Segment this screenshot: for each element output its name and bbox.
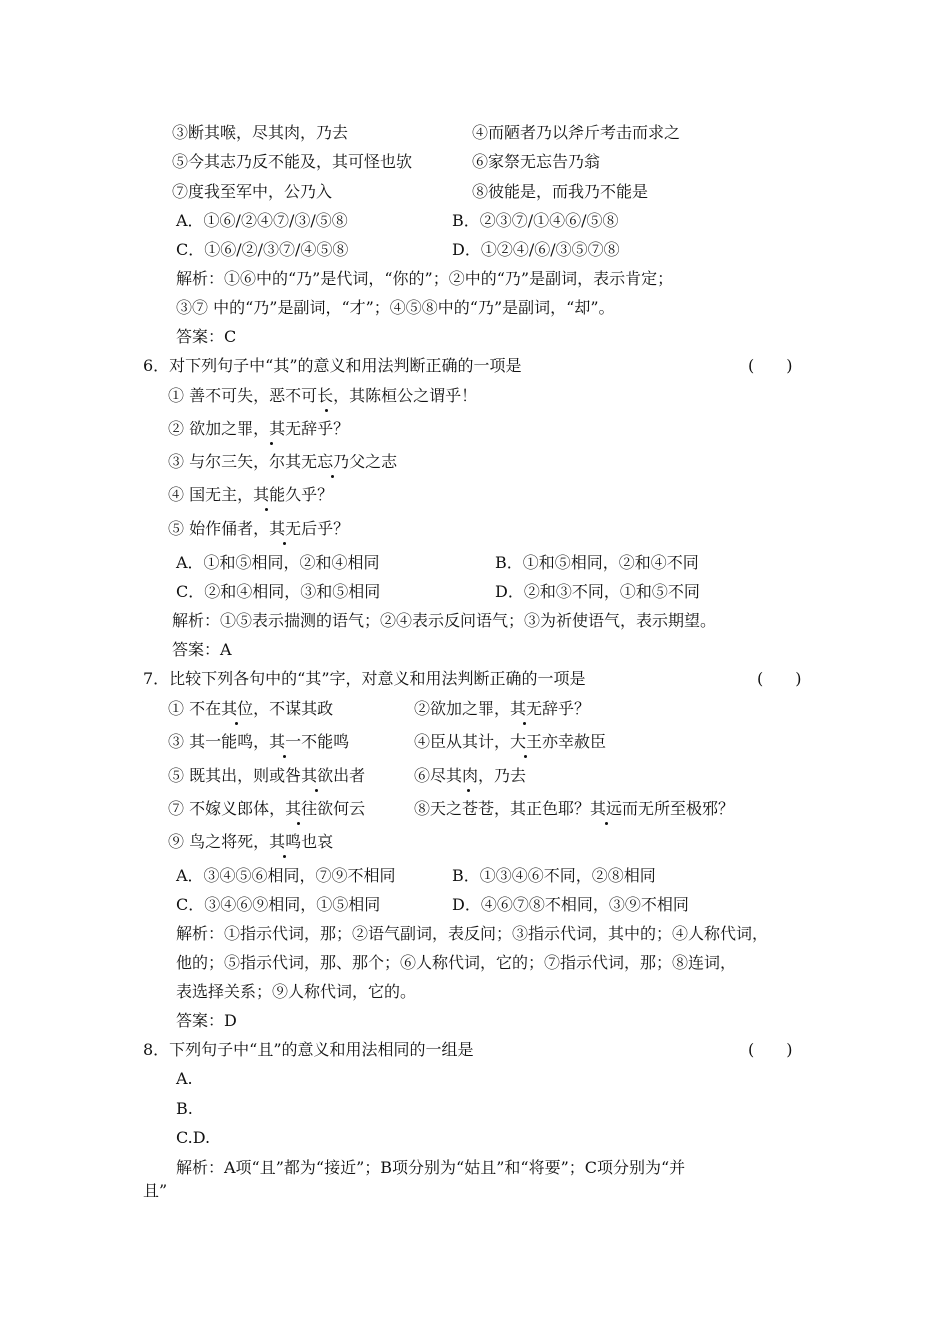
emphasis-dot [283, 855, 286, 858]
q5-analysis-line-1: 解析：①⑥中的“乃”是代词，“你的”；②中的“乃”是副词，表示肯定； [176, 269, 674, 288]
q5-item-5: ⑤今其志乃反不能及，其可怪也欤 [172, 152, 413, 171]
q5-option-a: A．①⑥/②④⑦/③/⑤⑧ [176, 211, 348, 230]
q6-option-b: B．①和⑤相同，②和④不同 [495, 553, 699, 572]
q7-option-b: B．①③④⑥不同，②⑧相同 [452, 866, 656, 885]
q6-analysis: 解析：①⑤表示揣测的语气；②④表示反问语气；③为祈使语气，表示期望。 [172, 611, 717, 630]
q7-item-7: ⑦ 不嫁义郎体，其往欲何云 [168, 799, 366, 818]
q7-analysis-line-2: 他的；⑤指示代词，那、那个；⑥人称代词，它的；⑦指示代词，那；⑧连词， [176, 953, 737, 972]
q8-analysis-line-1: 解析：A项“且”都为“接近”；B项分别为“姑且”和“将要”；C项分别为“并 [176, 1158, 686, 1177]
q6-option-c: C．②和④相同，③和⑤相同 [176, 582, 381, 601]
q5-item-4: ④而陋者乃以斧斤考击而求之 [472, 123, 681, 142]
q5-analysis-line-2: ③⑦ 中的“乃”是副词，“才”；④⑤⑧中的“乃”是副词，“却”。 [176, 298, 615, 317]
q7-item-5: ⑤ 既其出，则或咎其欲出者 [168, 766, 366, 785]
q7-item-6: ⑥尽其肉，乃去 [414, 766, 527, 785]
emphasis-dot [331, 475, 334, 478]
q6-stem: 6．对下列句子中“其”的意义和用法判断正确的一项是 [143, 356, 522, 375]
q7-stem: 7．比较下列各句中的“其”字，对意义和用法判断正确的一项是 [143, 669, 586, 688]
q7-item-3: ③ 其一能鸣，其一不能鸣 [168, 732, 350, 751]
q8-option-b: B. [176, 1099, 193, 1118]
emphasis-dot [523, 722, 526, 725]
q7-option-c: C．③④⑥⑨相同，①⑤相同 [176, 895, 381, 914]
emphasis-dot [270, 442, 273, 445]
q7-item-9: ⑨ 鸟之将死，其鸣也哀 [168, 832, 334, 851]
q6-item-2: ② 欲加之罪，其无辞乎？ [168, 419, 350, 438]
q6-answer-blank: ( ) [748, 356, 793, 375]
q5-item-8: ⑧彼能是，而我乃不能是 [472, 182, 649, 201]
q6-item-5: ⑤ 始作俑者，其无后乎？ [168, 519, 350, 538]
q7-option-a: A．③④⑤⑥相同，⑦⑨不相同 [176, 866, 396, 885]
emphasis-dot [265, 508, 268, 511]
emphasis-dot [524, 755, 527, 758]
q5-item-7: ⑦度我至军中，公乃入 [172, 182, 333, 201]
q5-option-c: C．①⑥/②/③⑦/④⑤⑧ [176, 240, 349, 259]
q7-analysis-line-1: 解析：①指示代词，那；②语气副词，表反问；③指示代词，其中的；④人称代词， [176, 924, 769, 943]
emphasis-dot [315, 789, 318, 792]
emphasis-dot [467, 789, 470, 792]
emphasis-dot [297, 822, 300, 825]
emphasis-dot [283, 542, 286, 545]
q7-analysis-line-3: 表选择关系；⑨人称代词，它的。 [176, 982, 417, 1001]
q8-option-cd: C.D. [176, 1128, 211, 1147]
q6-answer: 答案：A [172, 640, 232, 659]
q8-option-a: A. [176, 1069, 193, 1088]
q5-answer: 答案：C [176, 327, 237, 346]
emphasis-dot [235, 722, 238, 725]
q6-option-a: A．①和⑤相同，②和④相同 [176, 553, 380, 572]
q5-item-6: ⑥家祭无忘告乃翁 [472, 152, 601, 171]
emphasis-dot [283, 755, 286, 758]
q5-option-b: B．②③⑦/①④⑥/⑤⑧ [452, 211, 619, 230]
q7-answer: 答案：D [176, 1011, 237, 1030]
q6-item-1: ① 善不可失，恶不可长，其陈桓公之谓乎！ [168, 386, 478, 405]
q7-answer-blank: ( ) [757, 669, 802, 688]
emphasis-dot [325, 409, 328, 412]
q6-item-4: ④ 国无主，其能久乎？ [168, 485, 334, 504]
q7-item-1: ① 不在其位，不谋其政 [168, 699, 334, 718]
q8-analysis-line-2: 且” [143, 1181, 168, 1200]
q8-answer-blank: ( ) [748, 1040, 793, 1059]
q5-item-3: ③断其喉，尽其肉，乃去 [172, 123, 349, 142]
q7-option-d: D．④⑥⑦⑧不相同，③⑨不相同 [452, 895, 689, 914]
q7-item-4: ④臣从其计，大王亦幸赦臣 [414, 732, 607, 751]
q6-item-3: ③ 与尔三矢，尔其无忘乃父之志 [168, 452, 398, 471]
q8-stem: 8．下列句子中“且”的意义和用法相同的一组是 [143, 1040, 474, 1059]
emphasis-dot [605, 822, 608, 825]
q5-option-d: D．①②④/⑥/③⑤⑦⑧ [452, 240, 620, 259]
q7-item-8: ⑧天之苍苍，其正色耶？其远而无所至极邪？ [414, 799, 735, 818]
q7-item-2: ②欲加之罪，其无辞乎？ [414, 699, 591, 718]
q6-option-d: D．②和③不同，①和⑤不同 [495, 582, 700, 601]
